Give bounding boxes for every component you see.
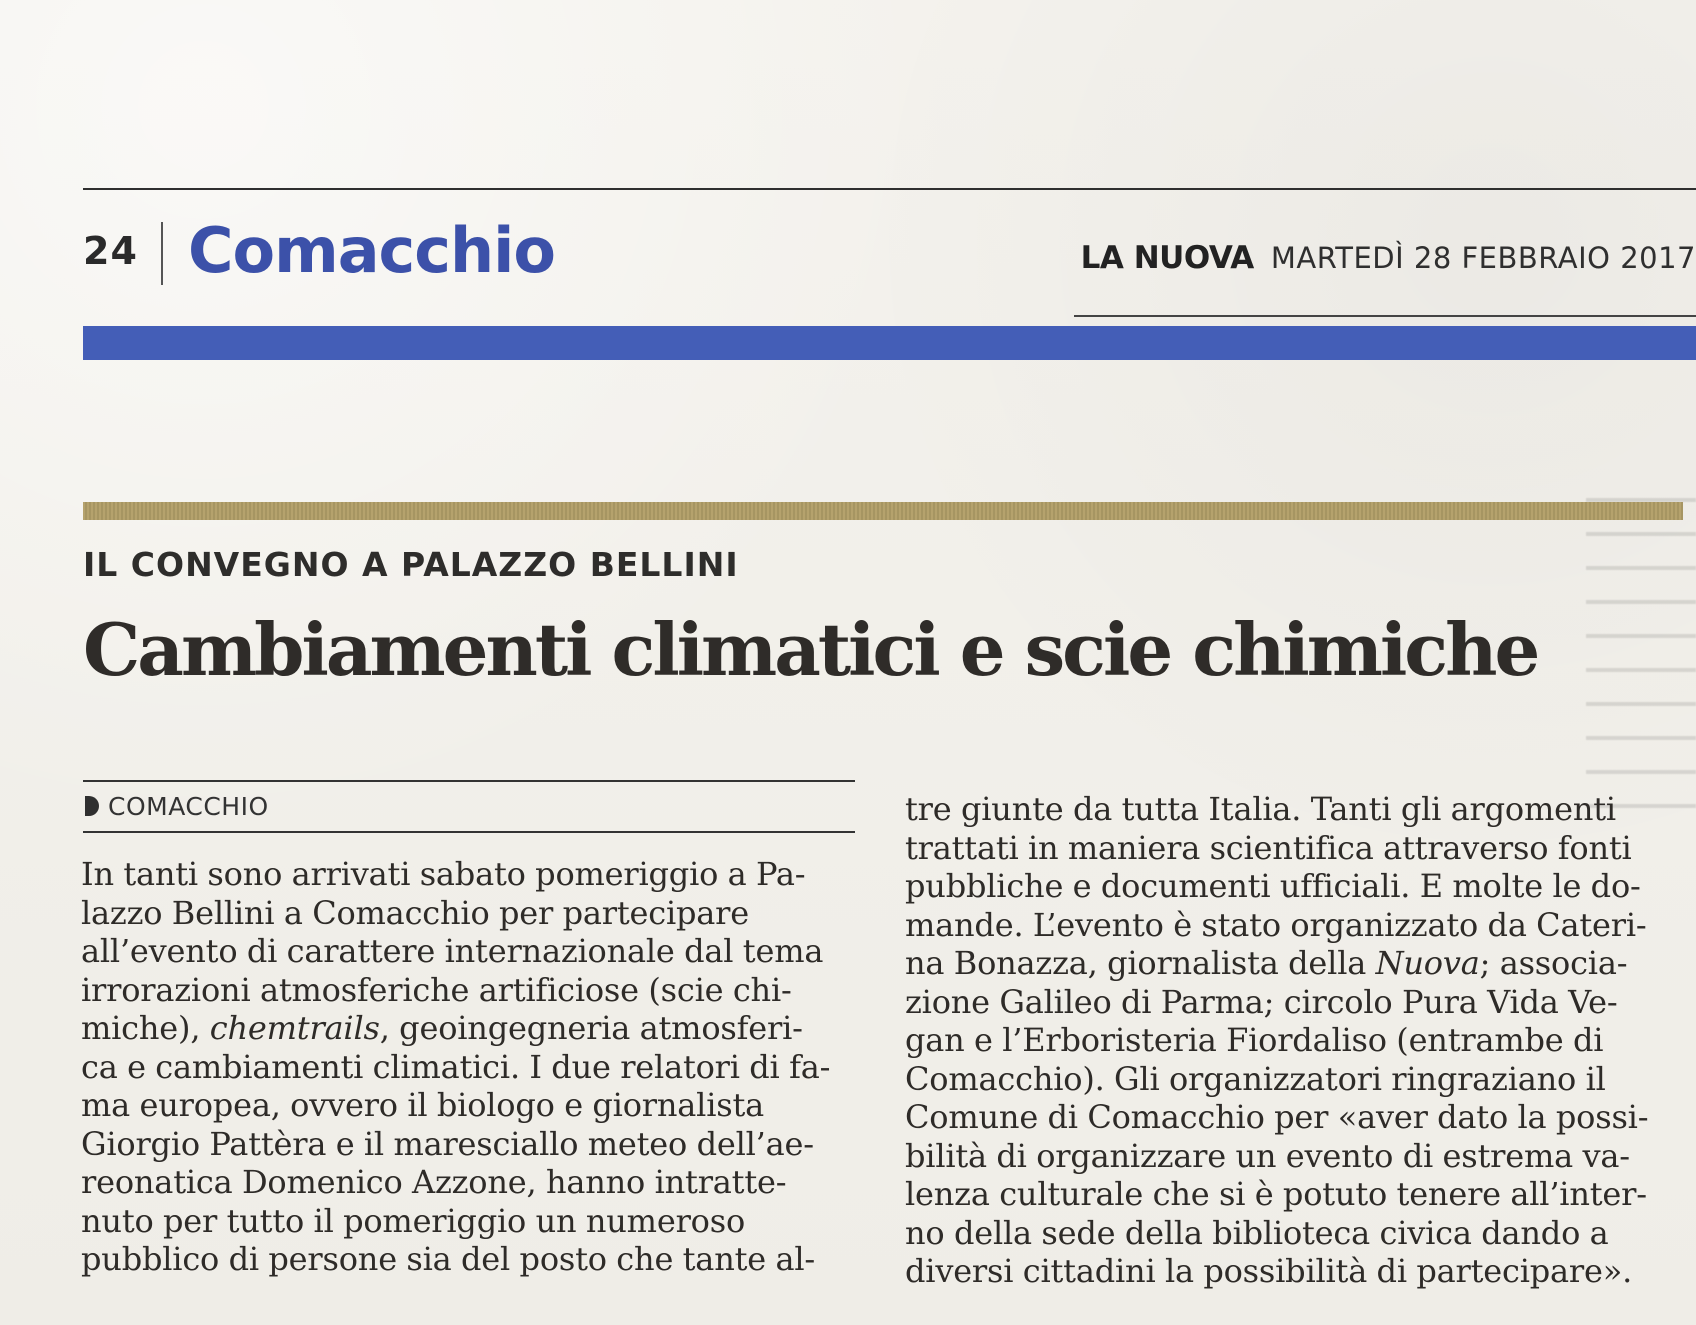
body-line-italic: Nuova	[1375, 944, 1480, 982]
body-line: Giorgio Pattèra e il maresciallo meteo dell’ae-	[81, 1124, 814, 1163]
body-line: no della sede della biblioteca civica dando a	[905, 1213, 1609, 1252]
newspaper-name: LA NUOVA	[1080, 240, 1254, 276]
body-line: trattati in maniera scientifica attraverso fonti	[905, 828, 1632, 867]
body-line: all’evento di carattere internazionale dal tema	[81, 932, 824, 970]
section-title: Comacchio	[188, 214, 556, 287]
body-line: ca e cambiamenti climatici. I due relatori di fa-	[81, 1047, 831, 1086]
location-marker-icon	[85, 796, 99, 816]
body-line-italic: chemtrails	[209, 1009, 380, 1047]
dateline-box	[83, 780, 855, 833]
body-line-segment: miche),	[81, 1009, 210, 1047]
body-line: bilità di organizzare un evento di estrema va-	[905, 1136, 1630, 1175]
body-line-segment: , geoingegneria atmosferi-	[379, 1009, 803, 1047]
page-number: 24	[83, 229, 138, 273]
article-column-right	[905, 790, 1680, 1295]
body-line: mande. L’evento è stato organizzato da Cateri-	[905, 905, 1647, 944]
body-line: nuto per tutto il pomeriggio un numeroso	[81, 1201, 746, 1240]
body-line: Comacchio). Gli organizzatori ringraziano il	[905, 1059, 1606, 1098]
body-line-segment: ; associa-	[1479, 944, 1628, 982]
body-line: reonatica Domenico Azzone, hanno intratte-	[81, 1163, 787, 1201]
body-line: gan e l’Erboristeria Fiordaliso (entrambe di	[905, 1021, 1604, 1059]
body-line: In tanti sono arrivati sabato pomeriggio a Pa-	[81, 855, 806, 893]
body-line: lenza culturale che si è potuto tenere all’inter-	[905, 1175, 1647, 1213]
masthead	[1081, 240, 1696, 276]
body-line	[81, 1009, 856, 1048]
body-line: zione Galileo di Parma; circolo Pura Vida Ve-	[905, 982, 1618, 1021]
body-line: lazzo Bellini a Comacchio per partecipare	[81, 893, 749, 932]
body-line: ma europea, ovvero il biologo e giornalista	[81, 1086, 764, 1124]
body-line: tre giunte da tutta Italia. Tanti gli argomenti	[905, 790, 1616, 828]
body-line: diversi cittadini la possibilità di partecipare».	[905, 1252, 1633, 1290]
article-headline: Cambiamenti climatici e scie chimiche	[83, 607, 1538, 692]
section-color-bar	[83, 326, 1696, 360]
page-header	[83, 214, 1696, 290]
body-line: pubblico di persone sia del posto che tante al-	[81, 1240, 815, 1278]
body-line	[905, 944, 1680, 983]
article-top-bar	[83, 502, 1683, 520]
issue-date: MARTEDÌ 28 FEBBRAIO 2017	[1270, 241, 1696, 275]
article-column-left	[81, 855, 856, 1295]
top-rule	[83, 188, 1696, 190]
body-line: irrorazioni atmosferiche artificiose (scie chi-	[81, 970, 792, 1009]
header-separator	[161, 222, 163, 285]
dateline-location: COMACCHIO	[108, 792, 269, 821]
body-line: Comune di Comacchio per «aver dato la possi-	[905, 1098, 1649, 1136]
body-line: pubbliche e documenti ufficiali. E molte le do-	[905, 867, 1641, 905]
article-kicker: IL CONVEGNO A PALAZZO BELLINI	[83, 545, 739, 584]
body-line-segment: na Bonazza, giornalista della	[905, 944, 1376, 982]
masthead-rule	[1074, 315, 1696, 317]
